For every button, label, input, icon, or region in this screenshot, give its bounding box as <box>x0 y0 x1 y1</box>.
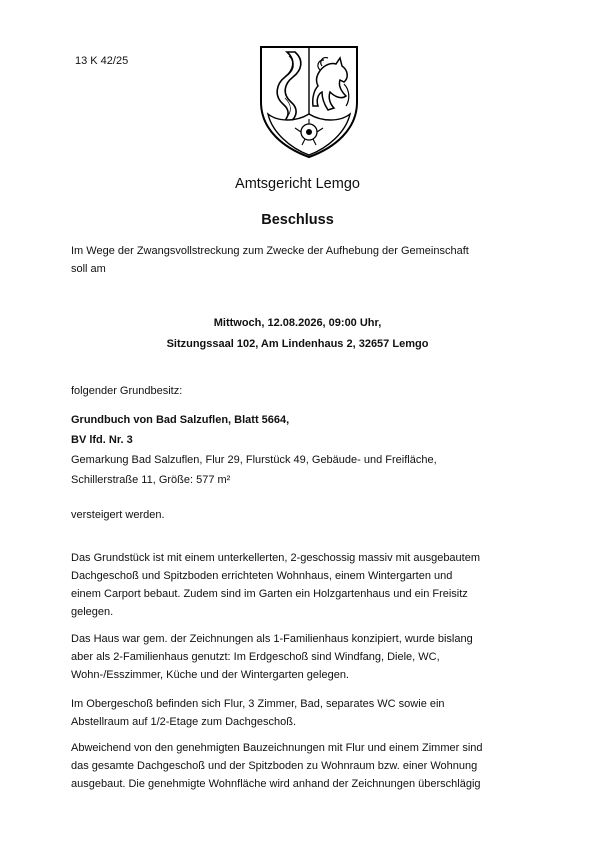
text-line: Wohn-/Esszimmer, Küche und der Wintergarten gelegen. <box>71 669 349 681</box>
text-line: einem Carport bebaut. Zudem sind im Garten ein Holzgartenhaus und ein Freisitz <box>71 588 468 600</box>
text-line: aber als 2-Familienhaus genutzt: Im Erdgeschoß sind Windfang, Diele, WC, <box>71 651 440 663</box>
text-line: Im Obergeschoß befinden sich Flur, 3 Zimmer, Bad, separates WC sowie ein <box>71 698 445 710</box>
text-line: Abstellraum auf 1/2-Etage zum Dachgeschoß. <box>71 716 297 728</box>
description-paragraph-3 <box>71 695 531 731</box>
land-register: Grundbuch von Bad Salzuflen, Blatt 5664, <box>71 414 290 426</box>
text-line: Abweichend von den genehmigten Bauzeichnungen mit Flur und einem Zimmer sind <box>71 742 483 754</box>
description-paragraph-1 <box>71 549 531 621</box>
text-line: das gesamte Dachgeschoß und der Spitzboden zu Wohnraum bzw. einer Wohnung <box>71 760 478 772</box>
appointment-location: Sitzungssaal 102, Am Lindenhaus 2, 32657 Lemgo <box>166 338 429 350</box>
text-line: Dachgeschoß und Spitzboden errichteten Wohnhaus, einem Wintergarten und <box>71 570 453 582</box>
intro-paragraph <box>71 242 531 278</box>
case-number: 13 K 42/25 <box>75 55 129 67</box>
auction-outcome: versteigert werden. <box>71 509 165 521</box>
text-line: ausgebaut. Die genehmigte Wohnfläche wird anhand der Zeichnungen überschlägig <box>71 778 481 790</box>
appointment-date: Mittwoch, 12.08.2026, 09:00 Uhr, <box>213 317 382 329</box>
text-line: Das Haus war gem. der Zeichnungen als 1-Familienhaus konzipiert, wurde bislang <box>71 633 473 645</box>
property-address: Schillerstraße 11, Größe: 577 m² <box>71 474 231 486</box>
text-line: Das Grundstück ist mit einem unterkellerten, 2-geschossig massiv mit ausgebautem <box>71 552 481 564</box>
description-paragraph-2 <box>71 630 531 684</box>
document-title: Beschluss <box>261 212 334 228</box>
description-paragraph-4 <box>71 739 531 793</box>
property-block <box>71 410 531 490</box>
property-intro: folgender Grundbesitz: <box>71 385 183 397</box>
parcel-description: Gemarkung Bad Salzuflen, Flur 29, Flurstück 49, Gebäude- und Freifläche, <box>71 454 437 466</box>
court-name: Amtsgericht Lemgo <box>235 176 360 192</box>
coat-of-arms-icon <box>258 44 360 160</box>
intro-line: soll am <box>71 263 106 275</box>
intro-line: Im Wege der Zwangsvollstreckung zum Zwecke der Aufhebung der Gemeinschaft <box>71 245 469 257</box>
appointment-block <box>0 313 595 355</box>
text-line: gelegen. <box>71 606 114 618</box>
register-item: BV lfd. Nr. 3 <box>71 434 133 446</box>
